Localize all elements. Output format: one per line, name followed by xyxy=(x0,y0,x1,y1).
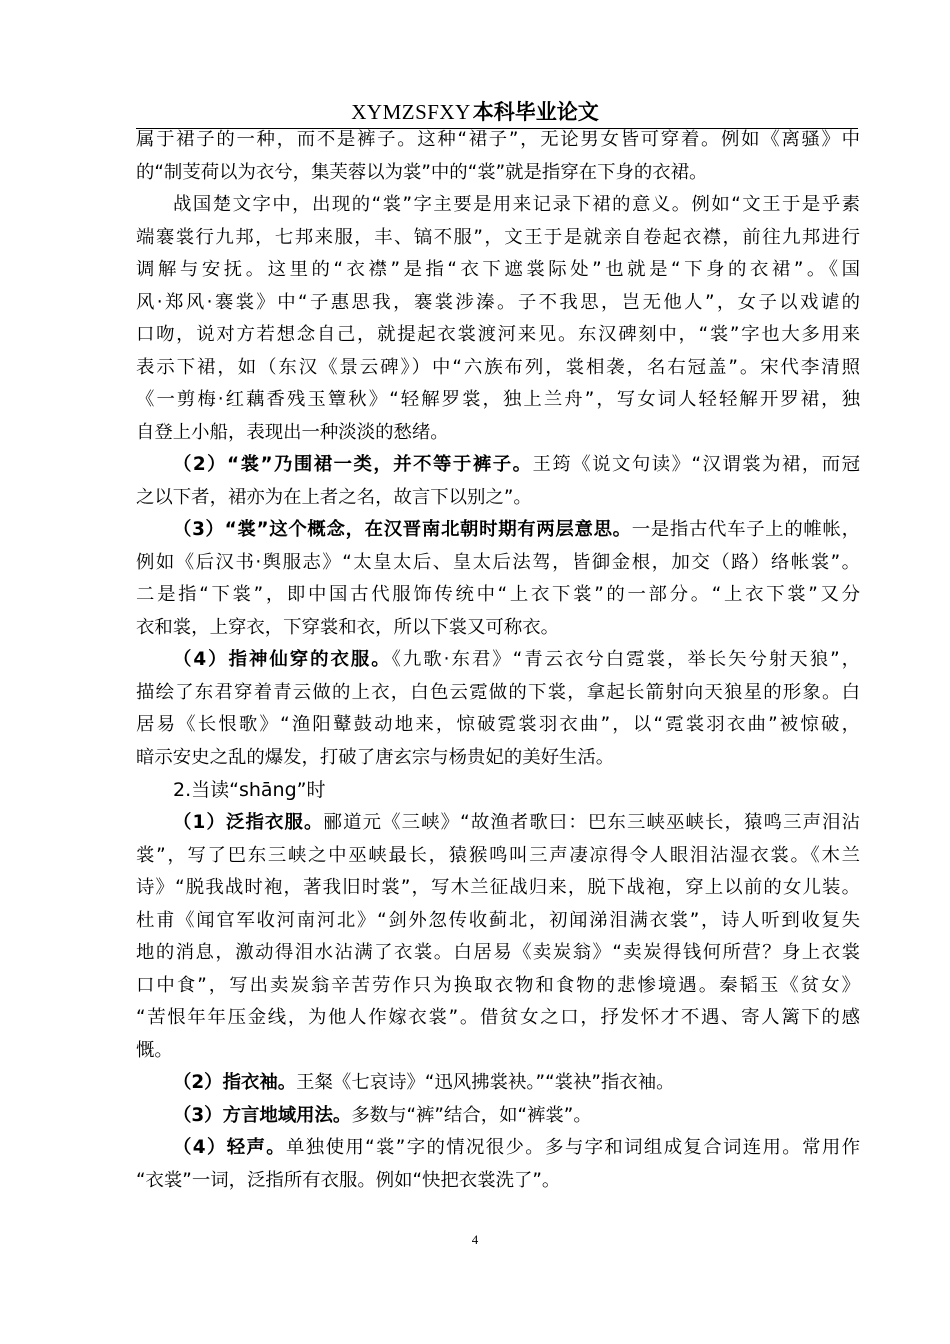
line-text: 调解与安抚。这里的“衣襟”是指“衣下遮裳际处”也就是“下身的衣裙”。《国 xyxy=(136,259,860,280)
text-line xyxy=(136,449,860,482)
text-line xyxy=(136,742,860,775)
text-line xyxy=(136,189,860,222)
line-text: 属于裙子的一种，而不是裤子。这种“裙子”，无论男女皆可穿着。例如《离骚》中 xyxy=(136,129,860,150)
text-line xyxy=(136,1132,860,1165)
text-line xyxy=(136,352,860,385)
text-line xyxy=(136,384,860,417)
point-heading: （1）泛指衣服。 xyxy=(173,812,324,833)
text-line xyxy=(136,157,860,190)
text-line xyxy=(136,970,860,1003)
line-text: 例如《后汉书·舆服志》“太皇太后、皇太后法驾，皆御金根，加交（路）络帐裳”。 xyxy=(136,551,860,573)
line-text: 之以下者，裙亦为在上者之名，故言下以别之”。 xyxy=(136,486,532,508)
text-line xyxy=(136,287,860,320)
text-line xyxy=(136,514,860,547)
text-line xyxy=(136,222,860,255)
page-number: 4 xyxy=(471,1232,479,1247)
text-line xyxy=(136,1002,860,1035)
document-body xyxy=(136,124,860,1197)
text-line xyxy=(136,254,860,287)
text-line xyxy=(136,547,860,580)
line-text: 地的消息，激动得泪水沾满了衣裳。白居易《卖炭翁》“卖炭得钱何所营？身上衣裳 xyxy=(136,942,860,963)
line-text: 单独使用“裳”字的情况很少。多与字和词组成复合词连用。常用作 xyxy=(286,1137,861,1158)
text-line xyxy=(136,1165,860,1198)
text-line xyxy=(136,1100,860,1133)
line-text: 二是指“下裳”，即中国古代服饰传统中“上衣下裳”的一部分。“上衣下裳”又分 xyxy=(136,584,860,605)
line-text: 口吻，说对方若想念自己，就提起衣裳渡河来见。东汉碑刻中，“裳”字也大多用来 xyxy=(136,324,860,345)
line-text: 风·郑风·褰裳》中“子惠思我，褰裳涉溱。子不我思，岂无他人”，女子以戏谑的 xyxy=(136,291,860,313)
line-text: 《九歌·东君》“青云衣兮白霓裳，举长矢兮射天狼”， xyxy=(391,649,860,670)
text-line xyxy=(136,579,860,612)
text-line xyxy=(136,807,860,840)
line-text: 杜甫《闻官军收河南河北》“剑外忽传收蓟北，初闻涕泪满衣裳”，诗人听到收复失 xyxy=(136,909,860,931)
point-heading: （2）“裳”乃围裙一类，并不等于裤子。 xyxy=(173,454,533,475)
text-line xyxy=(136,872,860,905)
line-text: 端褰裳行九邦，七邦来服，丰、镐不服”，文王于是就亲自卷起衣襟，前往九邦进行 xyxy=(136,226,860,248)
text-line xyxy=(136,937,860,970)
text-line xyxy=(136,709,860,742)
line-text: 衣和裳，上穿衣，下穿裳和衣，所以下裳又可称衣。 xyxy=(136,616,559,638)
line-text: 描绘了东君穿着青云做的上衣，白色云霓做的下裳，拿起长箭射向天狼星的形象。白 xyxy=(136,681,860,703)
line-text: 的“制芰荷以为衣兮，集芙蓉以为裳”中的“裳”就是指穿在下身的衣裙。 xyxy=(136,161,708,183)
line-text: 战国楚文字中，出现的“裳”字主要是用来记录下裙的意义。例如“文王于是乎素 xyxy=(173,194,860,215)
text-line xyxy=(136,1035,860,1068)
text-line xyxy=(136,840,860,873)
line-text: 居易《长恨歌》“渔阳鼙鼓动地来，惊破霓裳羽衣曲”，以“霓裳羽衣曲”被惊破， xyxy=(136,714,860,735)
point-heading: （2）指衣袖。 xyxy=(173,1072,297,1093)
section-heading: 2.当读“shāng”时 xyxy=(173,779,326,801)
line-text: 郦道元《三峡》“故渔者歌曰：巴东三峡巫峡长，猿鸣三声泪沾 xyxy=(323,812,861,833)
text-line xyxy=(136,1067,860,1100)
point-heading: （4）轻声。 xyxy=(173,1137,287,1158)
line-text: “苦恨年年压金线，为他人作嫁衣裳”。借贫女之口，抒发怀才不遇、寄人篱下的感 xyxy=(136,1007,860,1028)
line-text: 王筠《说文句读》“汉谓裳为裙，而冠 xyxy=(532,454,860,475)
line-text: 王粲《七哀诗》“迅风拂裳袂。”“裳袂”指衣袖。 xyxy=(296,1072,675,1093)
text-line xyxy=(136,319,860,352)
point-heading: （3）方言地域用法。 xyxy=(173,1104,352,1126)
line-text: 口中食”，写出卖炭翁辛苦劳作只为换取衣物和食物的悲惨境遇。秦韬玉《贫女》 xyxy=(136,974,860,996)
line-text: 多数与“裤”结合，如“裤裳”。 xyxy=(351,1104,592,1126)
header-thesis-label: 本科毕业论文 xyxy=(472,100,599,124)
line-text: 表示下裙，如（东汉《景云碑》）中“六族布列，裳相袭，名右冠盖”。宋代李清照 xyxy=(136,356,860,378)
text-line xyxy=(136,677,860,710)
line-text: 裳”，写了巴东三峡之中巫峡最长，猿猴鸣叫三声凄凉得令人眼泪沾湿衣裳。《木兰 xyxy=(136,844,860,866)
text-line xyxy=(136,482,860,515)
line-text: 暗示安史之乱的爆发，打破了唐玄宗与杨贵妃的美好生活。 xyxy=(136,746,615,768)
text-line xyxy=(136,417,860,450)
line-text: “衣裳”一词，泛指所有衣服。例如“快把衣裳洗了”。 xyxy=(136,1169,561,1191)
point-heading: （4）指神仙穿的衣服。 xyxy=(173,649,392,670)
text-line xyxy=(136,124,860,157)
page-header xyxy=(0,99,950,125)
line-text: 《一剪梅·红藕香残玉簟秋》“轻解罗裳，独上兰舟”，写女词人轻轻解开罗裙，独 xyxy=(136,389,860,410)
line-text: 诗》“脱我战时袍，著我旧时裳”，写木兰征战归来，脱下战袍，穿上以前的女儿装。 xyxy=(136,877,860,898)
text-line xyxy=(136,644,860,677)
text-line xyxy=(136,612,860,645)
point-heading: （3）“裳”这个概念，在汉晋南北朝时期有两层意思。 xyxy=(173,519,632,540)
line-text: 慨。 xyxy=(136,1039,173,1061)
header-school-code: XYMZSFXY xyxy=(351,100,471,124)
text-line xyxy=(136,905,860,938)
line-text: 一是指古代车子上的帷帐， xyxy=(631,519,860,540)
line-text: 自登上小船，表现出一种淡淡的愁绪。 xyxy=(136,421,449,443)
